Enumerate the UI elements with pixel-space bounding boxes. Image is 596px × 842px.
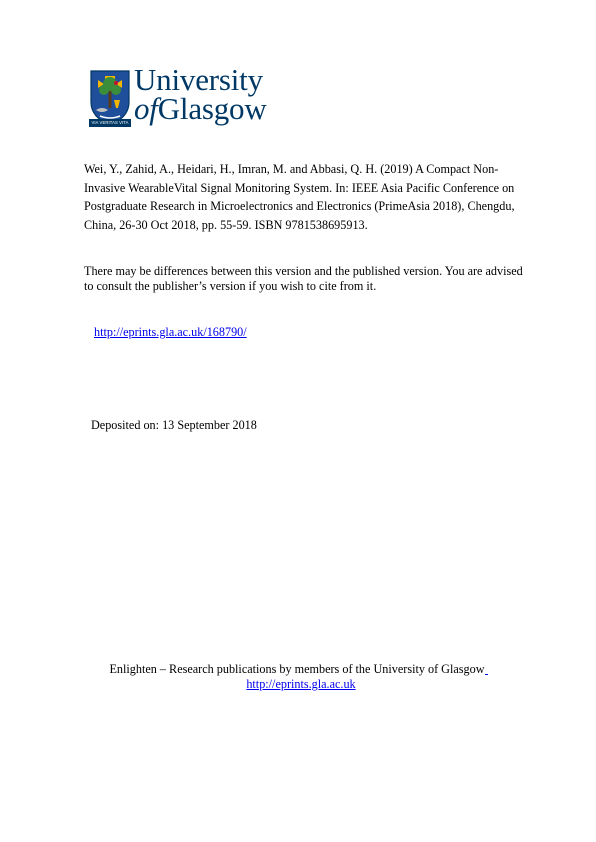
footer-trailing-underline	[485, 662, 489, 677]
wordmark-university: University	[134, 62, 263, 97]
citation-text: Wei, Y., Zahid, A., Heidari, H., Imran, M. and Abbasi, Q. H. (2019) A Compact Non-Invasive WearableVital Signal Monitoring System. In: IEEE Asia Pacific Conference on Postgraduate Research in Microelectronics and Electronics (PrimeAsia 2018), Chengdu, China, 26-30 Oct 2018, pp. 55-59. ISBN 9781538695913.	[84, 162, 515, 232]
wordmark-of-glasgow	[134, 93, 267, 124]
university-logo	[90, 62, 270, 126]
enlighten-home-link[interactable]: http://eprints.gla.ac.uk	[246, 677, 356, 691]
wordmark-glasgow: Glasgow	[157, 91, 267, 126]
footer-text: Enlighten – Research publications by members of the University of Glasgow	[109, 662, 485, 676]
eprint-record-link[interactable]: http://eprints.gla.ac.uk/168790/	[94, 325, 247, 339]
motto-text: VIA VERITAS VITA	[91, 120, 129, 125]
university-wordmark	[134, 64, 267, 124]
university-crest-icon	[90, 70, 130, 126]
wordmark-of: of	[134, 91, 158, 126]
version-disclaimer: There may be differences between this version and the published version. You are advised to consult the publisher’s version if you wish to cite from it.	[84, 264, 523, 293]
deposited-date: Deposited on: 13 September 2018	[91, 418, 257, 432]
footer-line	[0, 662, 596, 677]
footer	[0, 662, 596, 692]
